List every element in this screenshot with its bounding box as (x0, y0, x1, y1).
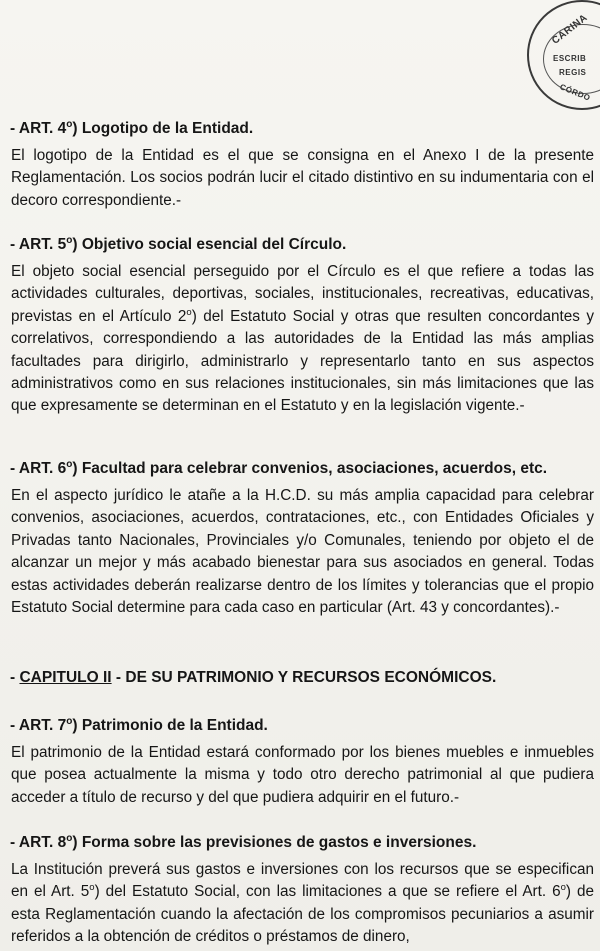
text-run: ) del Estatuto Social y otras que resulten concordantes y correlativos, correspondiendo a las autoridades de la Entidad las más amplias facultades para dirigirlo, administrarlo y representarlo tanto en sus aspectos administrativos como en sus relaciones institucionales, sin más limitaciones que las que expresamente se determinan en el Estatuto y en la legislación vigente.- (11, 307, 595, 415)
text-run: ) de esta Reglamentación cuando la afectación de los compromisos pecuniarios a asumir referidos a la obtención de créditos o préstamos de dinero, (11, 883, 594, 946)
chapter-heading (10, 667, 594, 689)
ordinal-sup: o (66, 458, 73, 470)
article-4 (10, 118, 594, 212)
article-number: - ART. 5 (10, 236, 67, 253)
chapter-label: CAPITULO II (19, 669, 112, 686)
stamp-text: ESCRIB (553, 54, 587, 63)
article-number: - ART. 6 (10, 460, 67, 477)
article-heading (10, 234, 594, 256)
chapter-2 (10, 667, 594, 689)
ordinal-sup: o (66, 234, 73, 246)
article-title: ) Logotipo de la Entidad. (72, 120, 254, 137)
article-6 (10, 458, 594, 619)
article-text: El logotipo de la Entidad es el que se consigna en el Anexo I de la presente Reglamentación. Los socios podrán lucir el citado distintivo en su indumentaria con el decoro correspondiente.- (11, 147, 594, 209)
article-title: ) Objetivo social esencial del Círculo. (72, 236, 347, 253)
ordinal-sup: o (89, 882, 95, 894)
ordinal-sup: o (66, 118, 73, 130)
article-number: - ART. 8 (10, 834, 67, 851)
chapter-prefix: - (10, 669, 20, 686)
article-7 (10, 715, 594, 809)
ordinal-sup: o (66, 832, 73, 844)
article-heading (10, 458, 594, 480)
article-5 (10, 234, 594, 418)
article-heading (10, 715, 594, 737)
article-heading (10, 832, 594, 854)
article-number: - ART. 4 (10, 120, 67, 137)
stamp-text: CÓRDO (558, 82, 592, 103)
article-title: ) Forma sobre las previsiones de gastos e inversiones. (72, 834, 477, 851)
ordinal-sup: o (66, 715, 73, 727)
notary-stamp (527, 0, 600, 110)
stamp-text: REGIS (559, 68, 587, 77)
article-8 (10, 832, 594, 949)
article-title: ) Facultad para celebrar convenios, asociaciones, acuerdos, etc. (72, 460, 548, 477)
stamp-text: CARINA (550, 12, 590, 47)
article-text: En el aspecto jurídico le atañe a la H.C.D. su más amplia capacidad para celebrar convenios, asociaciones, acuerdos, contrataciones, etc., con Entidades Oficiales y Privadas tanto Nacionales, Provinciales y/o Comunales, teniendo por objeto el de alcanzar un mejor y más acabado bienestar para sus asociados en general. Todas estas actividades deberán realizarse dentro de los límites y tolerancias que el propio Estatuto Social determine para cada caso en particular (Art. 43 y concordantes).- (11, 487, 594, 617)
ordinal-sup: o (560, 882, 566, 894)
text-run: ) del Estatuto Social, con las limitaciones a que se refiere el Art. 6 (94, 883, 561, 901)
ordinal-sup: o (186, 306, 192, 318)
chapter-title: - DE SU PATRIMONIO Y RECURSOS ECONÓMICOS. (111, 669, 497, 686)
article-text (10, 261, 594, 418)
article-text: El patrimonio de la Entidad estará conformado por los bienes muebles e inmuebles que posea actualmente la misma y todo otro derecho patrimonial al que pudiera acceder a título de recurso y del que pudiera adquirir en el futuro.- (11, 744, 594, 806)
article-title: ) Patrimonio de la Entidad. (72, 717, 268, 734)
article-number: - ART. 7 (10, 717, 67, 734)
article-heading (10, 118, 594, 140)
article-text (10, 859, 594, 949)
text-run: El objeto social esencial perseguido por el Círculo es el que refiere a todas las actividades culturales, deportivas, sociales, institucionales, recreativas, educativas, previstas en el Artículo 2 (11, 263, 594, 325)
text-run: La Institución preverá sus gastos e inversiones con los recursos que se especifican en el Art. 5 (11, 861, 594, 901)
